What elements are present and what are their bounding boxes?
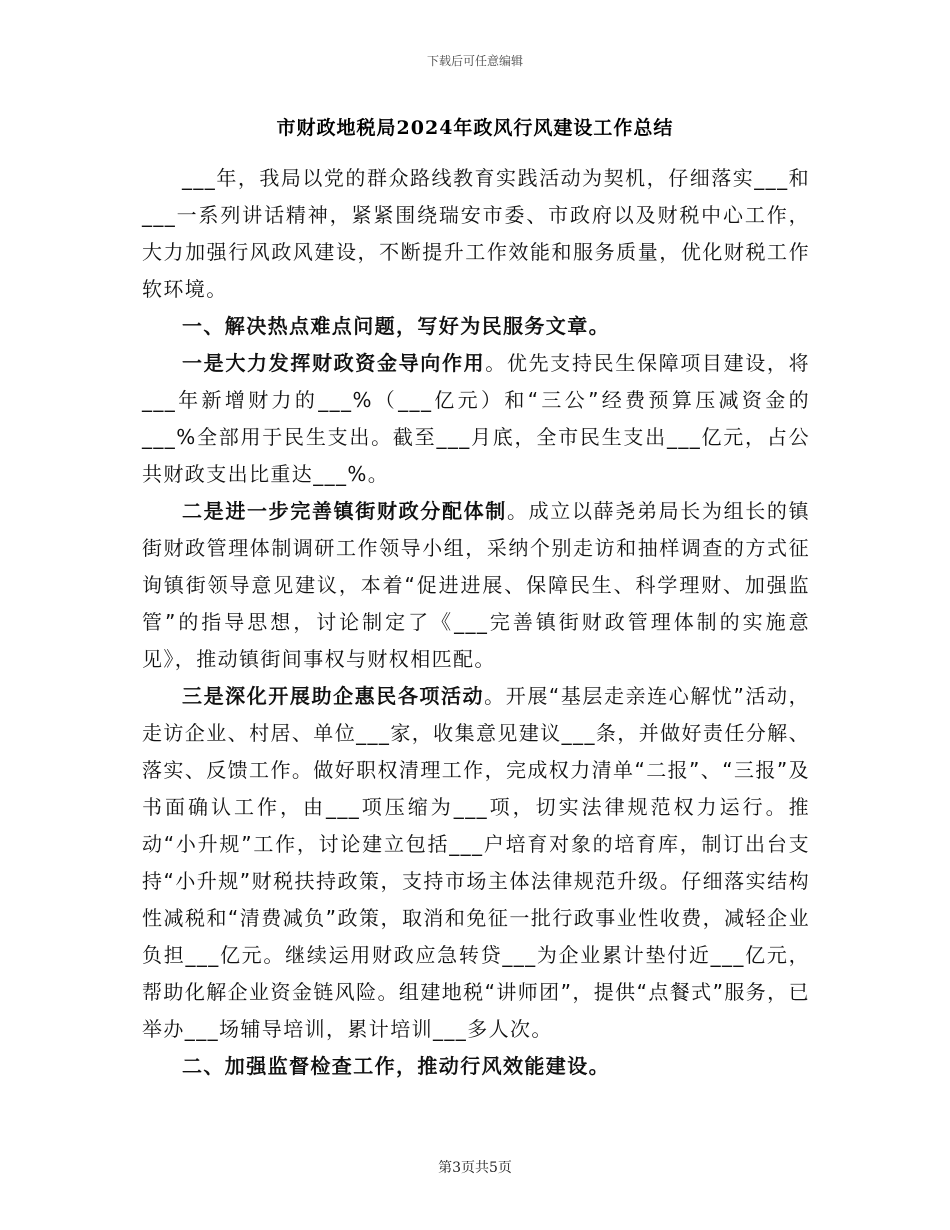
paragraph-3 <box>142 678 810 1048</box>
paragraph-3-text: 。开展“基层走亲连心解忧”活动，走访企业、村居、单位___家，收集意见建议___条，并做好责任分解、落实、反馈工作。做好职权清理工作，完成权力清单“二报”、“三报”及书面确认工作，由___项压缩为___项，切实法律规范权力运行。推动“小升规”工作，讨论建立包括___户培育对象的培育库，制订出台支持“小升规”财税扶持政策，支持市场主体法律规范升级。仔细落实结构性减税和“清费减负”政策，取消和免征一批行政事业性收费，减轻企业负担___亿元。继续运用财政应急转贷___为企业累计垫付近___亿元，帮助化解企业资金链风险。组建地税“讲师团”，提供“点餐式”服务，已举办___场辅导培训，累计培训___多人次。 <box>142 684 811 1041</box>
paragraph-3-lead: 三是深化开展助企惠民各项活动 <box>182 684 485 708</box>
section-heading-1: 一、解决热点难点问题，写好为民服务文章。 <box>182 314 610 338</box>
document-body <box>142 160 810 1085</box>
page-number: 第3页共5页 <box>438 1160 512 1176</box>
paragraph-2 <box>142 493 810 678</box>
paragraph-1-lead: 一是大力发挥财政资金导向作用 <box>182 351 486 375</box>
section-heading-2: 二、加强监督检查工作，推动行风效能建设。 <box>182 1054 610 1078</box>
document-title: 市财政地税局2024年政风行风建设工作总结 <box>276 117 674 139</box>
paragraph-2-lead: 二是进一步完善镇街财政分配体制 <box>182 499 507 523</box>
intro-paragraph: ___年，我局以党的群众路线教育实践活动为契机，仔细落实___和___一系列讲话精神，紧紧围绕瑞安市委、市政府以及财税中心工作，大力加强行风政风建设，不断提升工作效能和服务质量，优化财税工作软环境。 <box>142 166 810 301</box>
paragraph-1 <box>142 345 810 493</box>
header-note: 下载后可任意编辑 <box>426 54 523 68</box>
paragraph-1-text: 。优先支持民生保障项目建设，将___年新增财力的___%（___亿元）和“三公”经费预算压减资金的___%全部用于民生支出。截至___月底，全市民生支出___亿元，占公共财政支出比重达___%。 <box>142 351 810 486</box>
paragraph-2-text: 。成立以薛尧弟局长为组长的镇街财政管理体制调研工作领导小组，采纳个别走访和抽样调查的方式征询镇街领导意见建议，本着“促进进展、保障民生、科学理财、加强监管”的指导思想，讨论制定了《___完善镇街财政管理体制的实施意见》，推动镇街间事权与财权相匹配。 <box>142 499 810 671</box>
